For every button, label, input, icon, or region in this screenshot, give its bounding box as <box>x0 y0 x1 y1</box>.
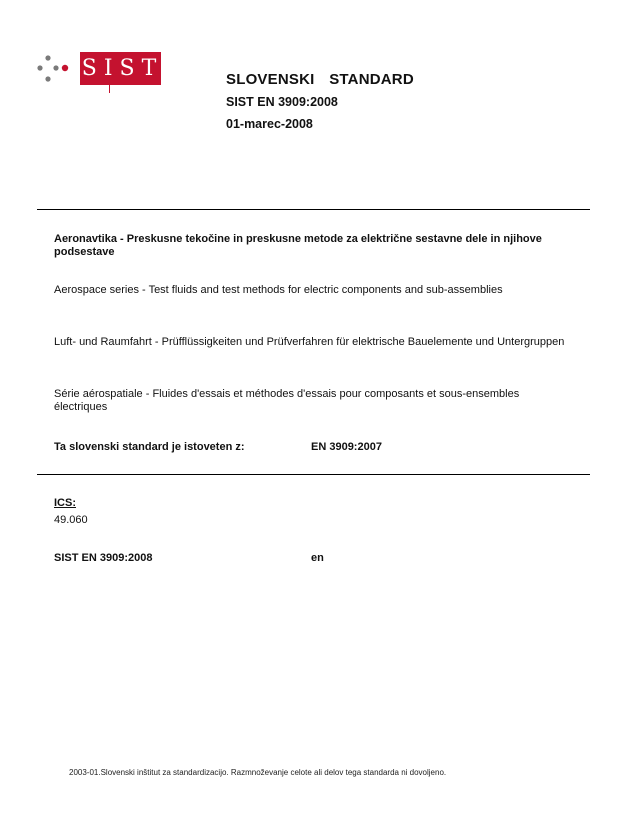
ics-value: 49.060 <box>54 514 88 526</box>
document-type: SLOVENSKI STANDARD <box>226 71 414 88</box>
ics-label: ICS: <box>54 497 76 509</box>
bottom-divider <box>37 474 590 475</box>
title-slovenian: Aeronavtika - Preskusne tekočine in preskusne metode za električne sestavne dele in njihove podsestave <box>54 233 542 258</box>
copyright-footer: 2003-01.Slovenski inštitut za standardizacijo. Razmnoževanje celote ali delov tega standarda ni dovoljeno. <box>69 768 447 777</box>
title-french: Série aérospatiale - Fluides d'essais et méthodes d'essais pour composants et sous-ensembles électriques <box>54 388 520 413</box>
sist-logo: SIST <box>80 52 161 85</box>
logo-dots-icon <box>36 54 70 84</box>
standard-code-footer: SIST EN 3909:2008 <box>54 552 153 564</box>
standard-language: en <box>311 552 324 564</box>
publication-date: 01-marec-2008 <box>226 117 313 131</box>
title-english: Aerospace series - Test fluids and test methods for electric components and sub-assemblies <box>54 284 503 296</box>
identical-label: Ta slovenski standard je istoveten z: <box>54 441 245 453</box>
top-divider <box>37 209 590 210</box>
identical-value: EN 3909:2007 <box>311 441 382 453</box>
logo-divider <box>109 85 110 93</box>
title-german: Luft- und Raumfahrt - Prüfflüssigkeiten und Prüfverfahren für elektrische Bauelemente und Untergruppen <box>54 336 565 348</box>
standard-code: SIST EN 3909:2008 <box>226 95 338 109</box>
